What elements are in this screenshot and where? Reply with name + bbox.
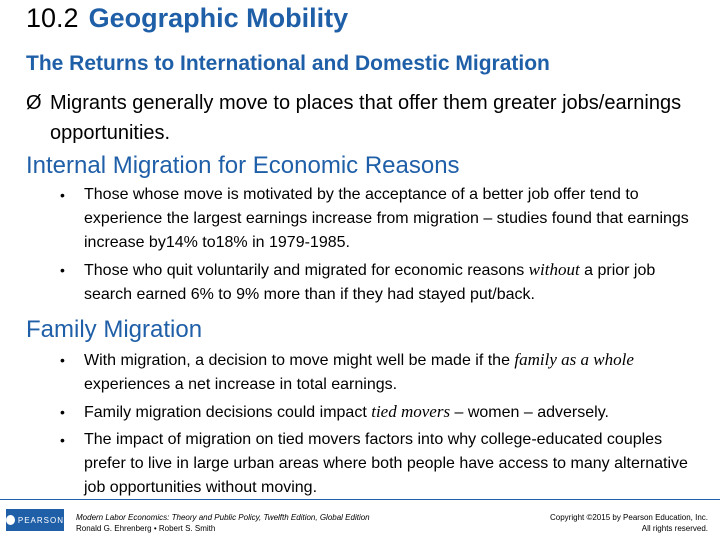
bullet-text: The impact of migration on tied movers factors into why college-educated couples prefer to live in large urban areas where both people have access to many alternative job opportunities without moving.	[84, 431, 688, 496]
lead-text: Migrants generally move to places that offer them greater jobs/earnings opportunities.	[50, 92, 682, 144]
footer-divider	[0, 499, 720, 500]
bullet-text: Those whose move is motivated by the acceptance of a better job offer tend to experience the largest earnings increase from migration – studies found that earnings increase by14% to18% in 1979-1985.	[84, 186, 689, 251]
slide-title	[26, 3, 348, 34]
bullet-text-post: – women – adversely.	[450, 404, 609, 421]
book-citation	[76, 512, 370, 534]
section-heading-internal-migration: Internal Migration for Economic Reasons	[26, 152, 460, 179]
section-heading-family-migration: Family Migration	[26, 316, 203, 343]
publisher-logo	[6, 509, 64, 531]
book-authors: Ronald G. Ehrenberg • Robert S. Smith	[76, 524, 216, 533]
bullet-text-pre: With migration, a decision to move might well be made if the	[84, 352, 515, 369]
list-item	[60, 348, 700, 397]
internal-migration-bullets	[60, 183, 700, 310]
bullet-text-pre: Family migration decisions could impact	[84, 404, 372, 421]
logo-text: PEARSON	[17, 515, 64, 525]
list-item	[60, 428, 700, 500]
list-item	[60, 400, 700, 425]
list-item	[60, 258, 700, 307]
bullet-dot-icon: •	[60, 432, 65, 448]
bullet-text-emphasis: without	[528, 260, 580, 279]
bullet-text-post: a prior job search earned 6% to 9% more than if they had stayed put/back.	[84, 262, 656, 303]
bullet-text-emphasis: tied movers	[371, 402, 451, 421]
copyright-notice	[550, 512, 708, 534]
book-title: Modern Labor Economics: Theory and Public Policy, Twelfth Edition, Global Edition	[76, 513, 370, 522]
bullet-text-emphasis: family as a whole	[514, 350, 634, 369]
bullet-text-pre: Those who quit voluntarily and migrated for economic reasons	[84, 262, 529, 279]
slide-subtitle: The Returns to International and Domestic Migration	[26, 52, 550, 75]
title-name: Geographic Mobility	[88, 3, 349, 33]
arrow-bullet-icon: Ø	[26, 92, 42, 114]
bullet-dot-icon: •	[60, 187, 65, 203]
bullet-dot-icon: •	[60, 262, 65, 278]
copyright-line: Copyright ©2015 by Pearson Education, Inc.	[550, 513, 708, 522]
list-item	[60, 183, 700, 255]
bullet-dot-icon: •	[60, 404, 65, 420]
family-migration-bullets	[60, 348, 700, 503]
title-number: 10.2	[26, 3, 79, 33]
rights-line: All rights reserved.	[641, 524, 708, 533]
pearson-mark-icon	[6, 515, 15, 525]
bullet-text-post: experiences a net increase in total earnings.	[84, 376, 398, 393]
lead-bullet	[26, 88, 706, 148]
bullet-dot-icon: •	[60, 352, 65, 368]
